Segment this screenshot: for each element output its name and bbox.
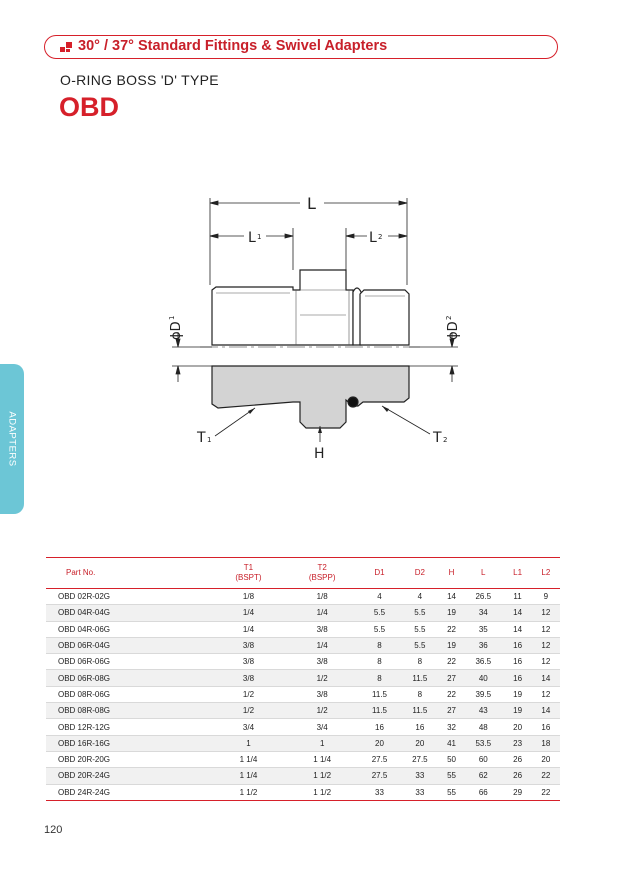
table-cell: 8 — [400, 686, 440, 702]
table-row — [46, 637, 560, 653]
table-cell: 16 — [532, 719, 560, 735]
table-row — [46, 768, 560, 784]
table-cell: 11 — [503, 589, 531, 605]
header-l1: L1 — [503, 558, 531, 589]
table-row — [46, 719, 560, 735]
table-cell: 27 — [440, 670, 463, 686]
table-cell: 1/4 — [285, 637, 359, 653]
label-D2: ϕD — [446, 321, 461, 340]
table-cell: 1 1/4 — [285, 751, 359, 767]
table-cell: 39.5 — [463, 686, 503, 702]
table-cell: 22 — [440, 621, 463, 637]
table-row — [46, 654, 560, 670]
table-cell: 1 — [285, 735, 359, 751]
table-cell: 16 — [503, 670, 531, 686]
part-number-cell: OBD 06R-06G — [46, 654, 212, 670]
table-cell: 66 — [463, 784, 503, 800]
table-cell: 20 — [503, 719, 531, 735]
header-part-no: Part No. — [46, 558, 212, 589]
table-cell: 27.5 — [359, 768, 399, 784]
table-cell: 19 — [503, 703, 531, 719]
table-cell: 48 — [463, 719, 503, 735]
label-L2: L — [369, 230, 377, 246]
header-l2: L2 — [532, 558, 560, 589]
table-cell: 35 — [463, 621, 503, 637]
table-cell: 36 — [463, 637, 503, 653]
table-cell: 27.5 — [359, 751, 399, 767]
label-D2-sub: 2 — [445, 315, 453, 320]
table-cell: 3/8 — [285, 654, 359, 670]
part-number-cell: OBD 04R-06G — [46, 621, 212, 637]
table-cell: 16 — [503, 654, 531, 670]
table-cell: 9 — [532, 589, 560, 605]
spec-table — [46, 557, 560, 801]
table-cell: 55 — [440, 784, 463, 800]
table-cell: 26 — [503, 751, 531, 767]
table-cell: 12 — [532, 621, 560, 637]
red-squares-icon — [60, 42, 72, 52]
table-cell: 14 — [532, 703, 560, 719]
table-header-row — [46, 558, 560, 589]
fitting-upper-half — [212, 270, 409, 345]
label-L1: L — [248, 230, 256, 246]
table-cell: 1/4 — [285, 605, 359, 621]
section-title: 30° / 37° Standard Fittings & Swivel Adapters — [78, 38, 388, 54]
table-cell: 14 — [440, 589, 463, 605]
table-cell: 34 — [463, 605, 503, 621]
table-row — [46, 735, 560, 751]
table-cell: 1/2 — [212, 686, 285, 702]
part-number-cell: OBD 06R-04G — [46, 637, 212, 653]
table-cell: 1 1/4 — [212, 751, 285, 767]
header-d2: D2 — [400, 558, 440, 589]
part-number-cell: OBD 06R-08G — [46, 670, 212, 686]
table-cell: 12 — [532, 637, 560, 653]
table-cell: 33 — [359, 784, 399, 800]
table-cell: 33 — [400, 768, 440, 784]
table-cell: 1/8 — [212, 589, 285, 605]
table-cell: 20 — [532, 751, 560, 767]
table-cell: 1 1/2 — [285, 784, 359, 800]
table-cell: 19 — [503, 686, 531, 702]
table-cell: 20 — [359, 735, 399, 751]
table-cell: 16 — [503, 637, 531, 653]
table-cell: 1 1/2 — [212, 784, 285, 800]
table-cell: 1 1/2 — [285, 768, 359, 784]
table-cell: 40 — [463, 670, 503, 686]
table-cell: 3/8 — [212, 637, 285, 653]
arrow-T1 — [248, 408, 255, 414]
table-cell: 1/2 — [212, 703, 285, 719]
table-cell: 32 — [440, 719, 463, 735]
table-cell: 11.5 — [359, 686, 399, 702]
table-cell: 22 — [532, 784, 560, 800]
fitting-section — [212, 366, 409, 428]
table-cell: 3/4 — [212, 719, 285, 735]
table-row — [46, 589, 560, 605]
label-D1-sub: 1 — [168, 315, 176, 320]
table-cell: 1 1/4 — [212, 768, 285, 784]
table-cell: 12 — [532, 686, 560, 702]
table-cell: 33 — [400, 784, 440, 800]
product-type: O-RING BOSS 'D' TYPE — [60, 72, 219, 88]
table-row — [46, 703, 560, 719]
table-row — [46, 605, 560, 621]
table-cell: 8 — [359, 654, 399, 670]
table-cell: 1/2 — [285, 703, 359, 719]
table-row — [46, 670, 560, 686]
table-cell: 1/4 — [212, 621, 285, 637]
page-number: 120 — [44, 824, 63, 836]
label-L1-sub: 1 — [257, 233, 262, 241]
fitting-drawing — [160, 190, 470, 470]
label-L2-sub: 2 — [378, 233, 383, 241]
side-tab-adapters[interactable] — [0, 364, 24, 514]
table-cell: 1/4 — [212, 605, 285, 621]
table-cell: 29 — [503, 784, 531, 800]
header-d1: D1 — [359, 558, 399, 589]
table-cell: 5.5 — [400, 637, 440, 653]
section-header — [44, 35, 558, 59]
table-cell: 1 — [212, 735, 285, 751]
table-cell: 11.5 — [400, 703, 440, 719]
table-cell: 43 — [463, 703, 503, 719]
table-row — [46, 784, 560, 800]
table-cell: 4 — [359, 589, 399, 605]
part-number-cell: OBD 08R-08G — [46, 703, 212, 719]
label-D1: ϕD — [169, 321, 184, 340]
table-row — [46, 686, 560, 702]
label-T2: T — [433, 430, 442, 446]
product-code: OBD — [59, 92, 119, 122]
table-cell: 22 — [532, 768, 560, 784]
table-cell: 27.5 — [400, 751, 440, 767]
arrow-T2 — [382, 406, 389, 412]
table-cell: 5.5 — [359, 621, 399, 637]
table-cell: 3/8 — [212, 670, 285, 686]
header-t1: T1 (BSPT) — [212, 558, 285, 589]
table-cell: 3/4 — [285, 719, 359, 735]
table-cell: 27 — [440, 703, 463, 719]
table-cell: 18 — [532, 735, 560, 751]
table-cell: 26 — [503, 768, 531, 784]
table-cell: 3/8 — [285, 621, 359, 637]
table-cell: 1/2 — [285, 670, 359, 686]
part-number-cell: OBD 20R-20G — [46, 751, 212, 767]
table-cell: 8 — [359, 637, 399, 653]
table-cell: 12 — [532, 605, 560, 621]
header-h: H — [440, 558, 463, 589]
table-cell: 11.5 — [359, 703, 399, 719]
table-cell: 19 — [440, 637, 463, 653]
table-cell: 19 — [440, 605, 463, 621]
table-cell: 8 — [400, 654, 440, 670]
table-cell: 14 — [503, 605, 531, 621]
table-cell: 8 — [359, 670, 399, 686]
table-body — [46, 589, 560, 801]
table-cell: 41 — [440, 735, 463, 751]
table-cell: 3/8 — [285, 686, 359, 702]
label-T2-sub: 2 — [443, 436, 448, 444]
table-cell: 16 — [400, 719, 440, 735]
part-number-cell: OBD 02R-02G — [46, 589, 212, 605]
table-cell: 22 — [440, 654, 463, 670]
label-T1: T — [197, 430, 206, 446]
table-cell: 26.5 — [463, 589, 503, 605]
table-cell: 4 — [400, 589, 440, 605]
table-cell: 11.5 — [400, 670, 440, 686]
table-cell: 14 — [532, 670, 560, 686]
part-number-cell: OBD 04R-04G — [46, 605, 212, 621]
table-cell: 5.5 — [400, 621, 440, 637]
table-cell: 36.5 — [463, 654, 503, 670]
table-cell: 20 — [400, 735, 440, 751]
part-number-cell: OBD 12R-12G — [46, 719, 212, 735]
header-l: L — [463, 558, 503, 589]
table-cell: 60 — [463, 751, 503, 767]
table-cell: 5.5 — [359, 605, 399, 621]
label-T1-sub: 1 — [207, 436, 212, 444]
table-cell: 22 — [440, 686, 463, 702]
table-row — [46, 751, 560, 767]
table-cell: 3/8 — [212, 654, 285, 670]
part-number-cell: OBD 24R-24G — [46, 784, 212, 800]
part-number-cell: OBD 08R-06G — [46, 686, 212, 702]
table-cell: 23 — [503, 735, 531, 751]
label-L: L — [307, 194, 316, 213]
table-cell: 14 — [503, 621, 531, 637]
header-t2: T2 (BSPP) — [285, 558, 359, 589]
part-number-cell: OBD 16R-16G — [46, 735, 212, 751]
table-cell: 62 — [463, 768, 503, 784]
table-cell: 5.5 — [400, 605, 440, 621]
table-cell: 53.5 — [463, 735, 503, 751]
table-row — [46, 621, 560, 637]
label-H: H — [314, 446, 325, 462]
side-tab-label: ADAPTERS — [6, 411, 18, 467]
table-cell: 16 — [359, 719, 399, 735]
table-cell: 55 — [440, 768, 463, 784]
table-cell: 50 — [440, 751, 463, 767]
table-cell: 12 — [532, 654, 560, 670]
part-number-cell: OBD 20R-24G — [46, 768, 212, 784]
table-cell: 1/8 — [285, 589, 359, 605]
